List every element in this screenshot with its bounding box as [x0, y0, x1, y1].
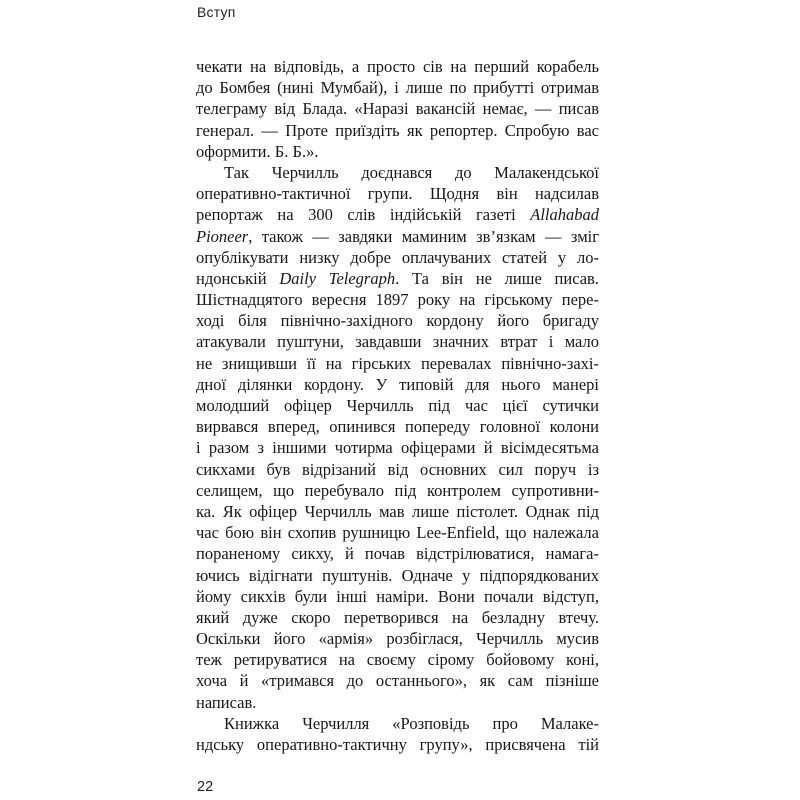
text-line-content — [196, 502, 599, 521]
text-line — [196, 183, 599, 204]
regular-text: ндську оперативно-тактичну групу», присвячена тій — [196, 735, 599, 754]
text-line-content — [196, 248, 599, 267]
regular-text: теж ретируватися на своєму сірому бойовому коні, — [196, 650, 599, 670]
regular-text: Так Черчилль доєднався до Малакендської — [224, 162, 599, 182]
text-line — [196, 395, 599, 416]
text-line — [196, 565, 599, 586]
text-line-content — [196, 375, 599, 394]
running-header: Вступ — [197, 4, 236, 20]
italic-text: Daily Telegraph — [279, 268, 396, 288]
text-line-content — [196, 121, 599, 140]
text-line-content — [196, 587, 599, 606]
text-line — [196, 98, 599, 119]
text-line — [196, 692, 599, 713]
text-line-content — [196, 671, 599, 690]
regular-text: ка. Як офіцер Черчилль мав лише пістолет. Однак під — [196, 501, 599, 521]
text-line — [196, 543, 599, 564]
regular-text: до Бомбея (нині Мумбай), і лише по прибутті отримав — [196, 78, 599, 98]
regular-text: . Та він не лише писав. — [395, 268, 599, 288]
text-line-content — [196, 227, 599, 246]
regular-text: ндонській — [196, 268, 280, 288]
text-line-content — [196, 57, 599, 76]
regular-text: , також — завдяки маминим зв’язкам — зміг — [248, 226, 599, 246]
regular-text: телеграму від Блада. «Наразі вакансій немає, — писав — [196, 99, 599, 119]
text-line-content — [196, 460, 599, 479]
regular-text: ході біля північно-західного кордону його бригаду — [196, 311, 599, 331]
text-line — [196, 310, 599, 331]
text-line-content — [196, 311, 599, 330]
regular-text: оформити. Б. Б.». — [196, 141, 319, 161]
text-line — [196, 120, 599, 141]
text-line-content — [196, 332, 599, 351]
text-line — [196, 734, 599, 755]
regular-text: репортаж на 300 слів індійській газеті — [196, 205, 531, 225]
text-line — [196, 670, 599, 691]
regular-text: написав. — [196, 692, 257, 712]
italic-text: Pioneer — [196, 226, 249, 246]
text-line — [196, 77, 599, 98]
text-line-content — [196, 629, 599, 648]
regular-text: опублікувати низку добре оплачуваних статей у ло- — [196, 247, 599, 267]
text-line-content — [196, 78, 599, 97]
text-line-content — [196, 290, 599, 309]
text-line — [196, 437, 599, 458]
text-line — [196, 628, 599, 649]
text-line-content — [196, 269, 599, 288]
regular-text: Оскільки його «армія» розбіглася, Черчилль мусив — [196, 629, 599, 649]
text-line-content — [196, 693, 256, 712]
regular-text: генерал. — Проте приїздіть як репортер. Спробую вас — [196, 120, 599, 140]
regular-text: який дуже скоро перетворився на безладну втечу. — [196, 607, 599, 627]
text-line — [196, 162, 599, 183]
text-line-content — [196, 650, 599, 669]
text-line-content — [196, 396, 599, 415]
text-line-content — [196, 205, 599, 224]
regular-text: молодший офіцер Черчилль під час цієї сутички — [196, 396, 599, 415]
regular-text: час бою він схопив рушницю Lee-Enfield, що належала — [196, 523, 599, 543]
text-line — [196, 586, 599, 607]
text-line — [196, 416, 599, 437]
text-line — [196, 713, 599, 734]
regular-text: атакували пуштуни, завдавши значних втрат і мало — [196, 332, 599, 352]
text-line-content — [196, 523, 599, 542]
text-line — [196, 331, 599, 352]
text-line — [196, 247, 599, 268]
text-line-content — [224, 714, 599, 733]
regular-text: селищем, що перебувало під контролем супротивни- — [196, 480, 599, 500]
text-line-content — [196, 184, 599, 203]
text-line-content — [196, 142, 318, 161]
text-line-content — [196, 544, 599, 563]
text-line — [196, 141, 599, 162]
text-line-content — [196, 99, 599, 118]
regular-text: не знищивши її на гірських перевалах північно-захі- — [196, 353, 599, 373]
text-line — [196, 268, 599, 289]
text-line — [196, 649, 599, 670]
regular-text: дної ділянки кордону. У типовій для нього манері — [196, 374, 599, 394]
text-line-content — [196, 417, 599, 436]
text-line-content — [196, 735, 599, 754]
text-line — [196, 501, 599, 522]
text-line — [196, 353, 599, 374]
regular-text: пораненому сикху, й почав відстрілюватися, намага- — [196, 544, 599, 564]
text-line-content — [196, 354, 599, 373]
regular-text: Шістнадцятого вересня 1897 року на гірському пере- — [196, 290, 599, 310]
text-line — [196, 374, 599, 395]
text-line — [196, 56, 599, 77]
page-number: 22 — [197, 779, 214, 795]
regular-text: хоча й «тримався до останнього», як сам пізніше — [196, 671, 599, 691]
italic-text: Allahabad — [530, 205, 599, 225]
regular-text: сикхами був відрізаний від основних сил поруч із — [196, 459, 599, 479]
regular-text: і разом з іншими чотирма офіцерами й вісімдесятьма — [196, 438, 599, 458]
text-line — [196, 480, 599, 501]
text-line — [196, 226, 599, 247]
text-line-content — [224, 163, 599, 182]
text-line — [196, 289, 599, 310]
regular-text: Книжка Черчилля «Розповідь про Малаке- — [224, 713, 599, 733]
regular-text: йому сикхів були інші наміри. Вони почали відступ, — [196, 586, 599, 606]
text-line — [196, 607, 599, 628]
regular-text: вирвався вперед, опинився попереду головної колони — [196, 417, 599, 437]
body-text — [196, 56, 599, 755]
text-line-content — [196, 481, 599, 500]
text-line-content — [196, 608, 599, 627]
text-line — [196, 204, 599, 225]
regular-text: ючись відігнати пуштунів. Одначе у підпорядкованих — [196, 565, 599, 585]
text-line-content — [196, 438, 599, 457]
text-line — [196, 522, 599, 543]
regular-text: оперативно-тактичної групи. Щодня він надсилав — [196, 184, 599, 204]
regular-text: чекати на відповідь, а просто сів на перший корабель — [196, 57, 599, 76]
text-line-content — [196, 566, 599, 585]
text-line — [196, 459, 599, 480]
